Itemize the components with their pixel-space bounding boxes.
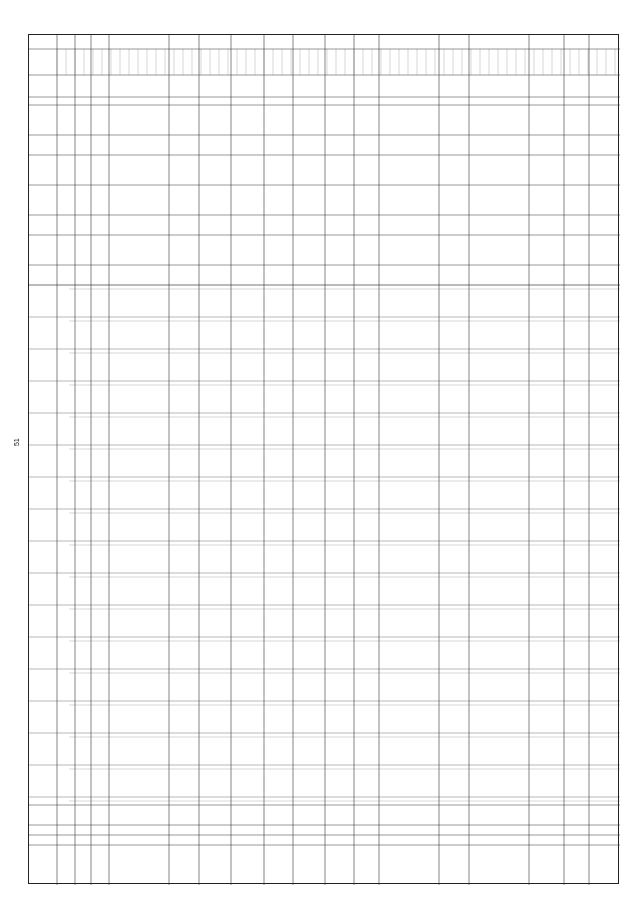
table-grid xyxy=(29,35,620,885)
rotated-budget-table xyxy=(28,34,619,884)
page-number: 51 xyxy=(14,438,21,446)
